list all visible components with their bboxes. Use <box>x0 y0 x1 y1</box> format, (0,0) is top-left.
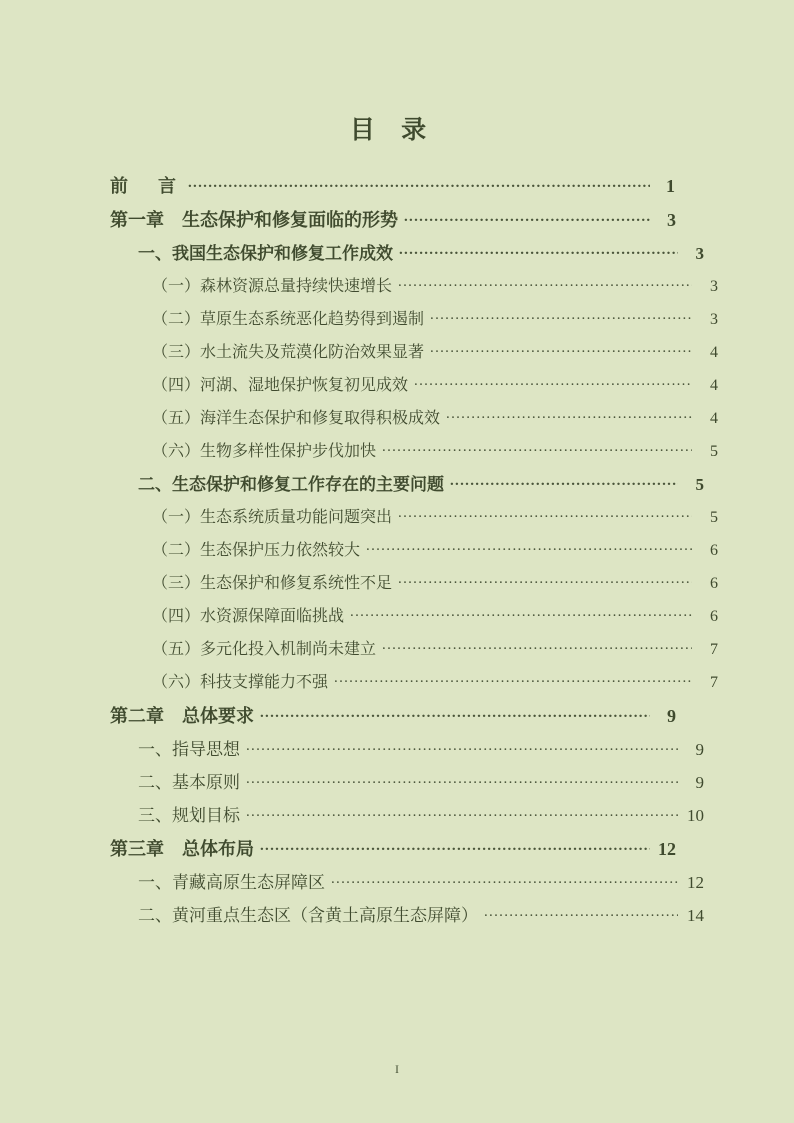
toc-entry-label: 前 言 <box>110 176 182 196</box>
toc-entry-page-number: 3 <box>695 244 704 263</box>
toc-leader-dots <box>404 208 650 226</box>
toc-leader-dots <box>246 771 678 788</box>
toc-entry-label: 三、规划目标 <box>138 806 240 825</box>
toc-entry-label: （四）水资源保障面临挑战 <box>152 608 345 625</box>
toc-entry[interactable] <box>152 539 718 559</box>
toc-entry-page-number: 6 <box>710 608 718 625</box>
toc-leader-dots <box>246 804 678 821</box>
toc-entry-page-number: 9 <box>695 740 704 759</box>
toc-entry[interactable] <box>152 671 718 691</box>
toc-entry[interactable] <box>152 407 718 427</box>
toc-entry-label: 第一章 生态保护和修复面临的形势 <box>110 210 398 230</box>
toc-entry[interactable] <box>152 308 718 328</box>
page-title: 目 录 <box>349 117 437 144</box>
toc-entry-page-number: 10 <box>687 806 704 825</box>
toc-leader-dots <box>246 738 678 755</box>
toc-entry-page-number: 5 <box>710 509 718 526</box>
toc-leader-dots <box>446 407 692 423</box>
toc-leader-dots <box>331 871 678 888</box>
toc-entry[interactable] <box>152 275 718 295</box>
toc-entry-page-number: 6 <box>710 575 718 592</box>
toc-leader-dots <box>450 473 678 490</box>
toc-leader-dots <box>399 242 678 259</box>
toc-entry[interactable] <box>138 904 704 924</box>
toc-leader-dots <box>430 341 692 357</box>
toc-entry[interactable] <box>152 638 718 658</box>
toc-entry-label: （六）科技支撑能力不强 <box>152 674 329 691</box>
toc-leader-dots <box>398 275 692 291</box>
toc-entry[interactable] <box>152 506 718 526</box>
toc-leader-dots <box>398 572 692 588</box>
toc-entry[interactable] <box>152 440 718 460</box>
toc-leader-dots <box>484 904 678 921</box>
toc-entry-label: 二、生态保护和修复工作存在的主要问题 <box>138 475 444 494</box>
toc-entry-label: 第二章 总体要求 <box>110 706 254 726</box>
toc-leader-dots <box>350 605 692 621</box>
toc-entry-label: （六）生物多样性保护步伐加快 <box>152 443 377 460</box>
toc-entry-label: （三）水土流失及荒漠化防治效果显著 <box>152 344 425 361</box>
toc-entry-label: （四）河湖、湿地保护恢复初见成效 <box>152 377 409 394</box>
toc-entry-label: （二）生态保护压力依然较大 <box>152 542 361 559</box>
toc-entry-page-number: 3 <box>667 210 676 230</box>
toc-entry-page-number: 9 <box>695 773 704 792</box>
toc-entry[interactable] <box>110 208 676 229</box>
toc-entry-label: 二、基本原则 <box>138 773 240 792</box>
toc-leader-dots <box>260 837 650 855</box>
toc-leader-dots <box>414 374 692 390</box>
toc-entry-page-number: 5 <box>710 443 718 460</box>
toc-entry-label: （一）生态系统质量功能问题突出 <box>152 509 393 526</box>
toc-entry[interactable] <box>138 804 704 824</box>
toc-entry[interactable] <box>152 341 718 361</box>
toc-entry-label: 第三章 总体布局 <box>110 839 254 859</box>
toc-leader-dots <box>334 671 692 687</box>
toc-entry-label: 一、青藏高原生态屏障区 <box>138 873 325 892</box>
toc-leader-dots <box>188 174 650 192</box>
toc-entry[interactable] <box>110 837 676 858</box>
toc-entry-page-number: 12 <box>687 873 704 892</box>
toc-entry-page-number: 6 <box>710 542 718 559</box>
toc-entry-label: （三）生态保护和修复系统性不足 <box>152 575 393 592</box>
toc-entry[interactable] <box>152 374 718 394</box>
toc-entry-page-number: 4 <box>710 377 718 394</box>
toc-entry-page-number: 1 <box>666 176 676 196</box>
toc-entry[interactable] <box>152 572 718 592</box>
toc-entry-label: （一）森林资源总量持续快速增长 <box>152 278 393 295</box>
toc-entry[interactable] <box>138 771 704 791</box>
toc-entry-page-number: 4 <box>710 410 718 427</box>
toc-entry-page-number: 14 <box>687 906 704 925</box>
toc-entry-page-number: 4 <box>710 344 718 361</box>
table-of-contents <box>110 174 718 925</box>
toc-leader-dots <box>430 308 692 324</box>
toc-leader-dots <box>260 704 650 722</box>
toc-entry-page-number: 3 <box>710 311 718 328</box>
toc-entry-page-number: 9 <box>667 706 676 726</box>
toc-entry-page-number: 12 <box>658 839 676 859</box>
toc-entry[interactable] <box>138 473 704 493</box>
toc-entry[interactable] <box>152 605 718 625</box>
page-footer: I <box>395 1062 399 1076</box>
toc-leader-dots <box>398 506 692 522</box>
toc-entry-label: （五）多元化投入机制尚未建立 <box>152 641 377 658</box>
toc-entry[interactable] <box>110 704 676 725</box>
toc-entry-label: 一、我国生态保护和修复工作成效 <box>138 244 393 263</box>
toc-entry-page-number: 7 <box>710 641 718 658</box>
toc-entry[interactable] <box>110 174 676 195</box>
toc-entry[interactable] <box>138 871 704 891</box>
toc-leader-dots <box>382 638 692 654</box>
toc-leader-dots <box>382 440 692 456</box>
toc-entry-label: 二、黄河重点生态区（含黄土高原生态屏障） <box>138 906 478 925</box>
toc-entry-label: （二）草原生态系统恶化趋势得到遏制 <box>152 311 425 328</box>
toc-leader-dots <box>366 539 692 555</box>
toc-entry-label: 一、指导思想 <box>138 740 240 759</box>
toc-entry[interactable] <box>138 738 704 758</box>
toc-entry[interactable] <box>138 242 704 262</box>
toc-entry-page-number: 5 <box>695 475 704 494</box>
toc-entry-page-number: 3 <box>710 278 718 295</box>
toc-entry-page-number: 7 <box>710 674 718 691</box>
toc-entry-label: （五）海洋生态保护和修复取得积极成效 <box>152 410 441 427</box>
